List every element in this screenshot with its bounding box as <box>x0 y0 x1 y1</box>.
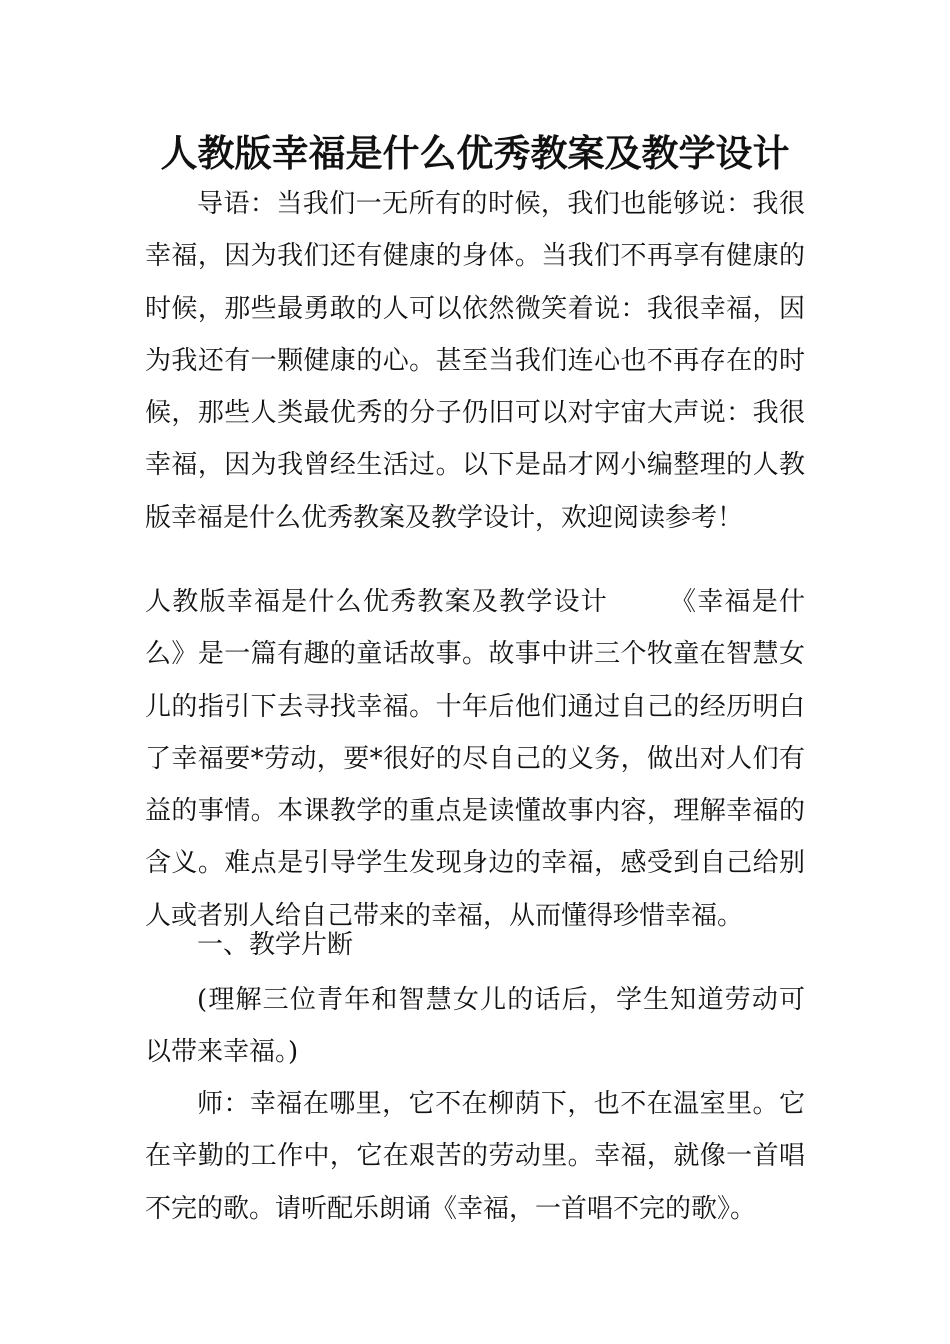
intro-paragraph: 导语：当我们一无所有的时候，我们也能够说：我很幸福，因为我们还有健康的身体。当我们不再享有健康的时候，那些最勇敢的人可以依然微笑着说：我很幸福，因为我还有一颗健康的心。甚至当我们连心也不再存在的时候，那些人类最优秀的分子仍旧可以对宇宙大声说：我很幸福，因为我曾经生活过。以下是品才网小编整理的人教版幸福是什么优秀教案及教学设计，欢迎阅读参考！ <box>145 189 805 533</box>
summary-paragraph <box>145 576 805 942</box>
summary-text: 《幸福是什么》是一篇有趣的童话故事。故事中讲三个牧童在智慧女儿的指引下去寻找幸福。十年后他们通过自己的经历明白了幸福要*劳动，要*很好的尽自己的义务，做出对人们有益的事情。本课教学的重点是读懂故事内容，理解幸福的含义。难点是引导学生发现身边的幸福，感受到自己给别人或者别人给自己带来的幸福，从而懂得珍惜幸福。 <box>145 587 805 931</box>
document-title: 人教版幸福是什么优秀教案及教学设计 <box>160 131 790 175</box>
section-heading: 一、教学片断 <box>197 930 354 960</box>
teacher-paragraph: 师：幸福在哪里，它不在柳荫下，也不在温室里。它在辛勤的工作中，它在艰苦的劳动里。幸福，就像一首唱不完的歌。请听配乐朗诵《幸福，一首唱不完的歌》。 <box>145 1089 805 1224</box>
note-paragraph: (理解三位青年和智慧女儿的话后，学生知道劳动可以带来幸福。) <box>145 985 805 1068</box>
summary-heading: 人教版幸福是什么优秀教案及教学设计 <box>145 587 609 617</box>
